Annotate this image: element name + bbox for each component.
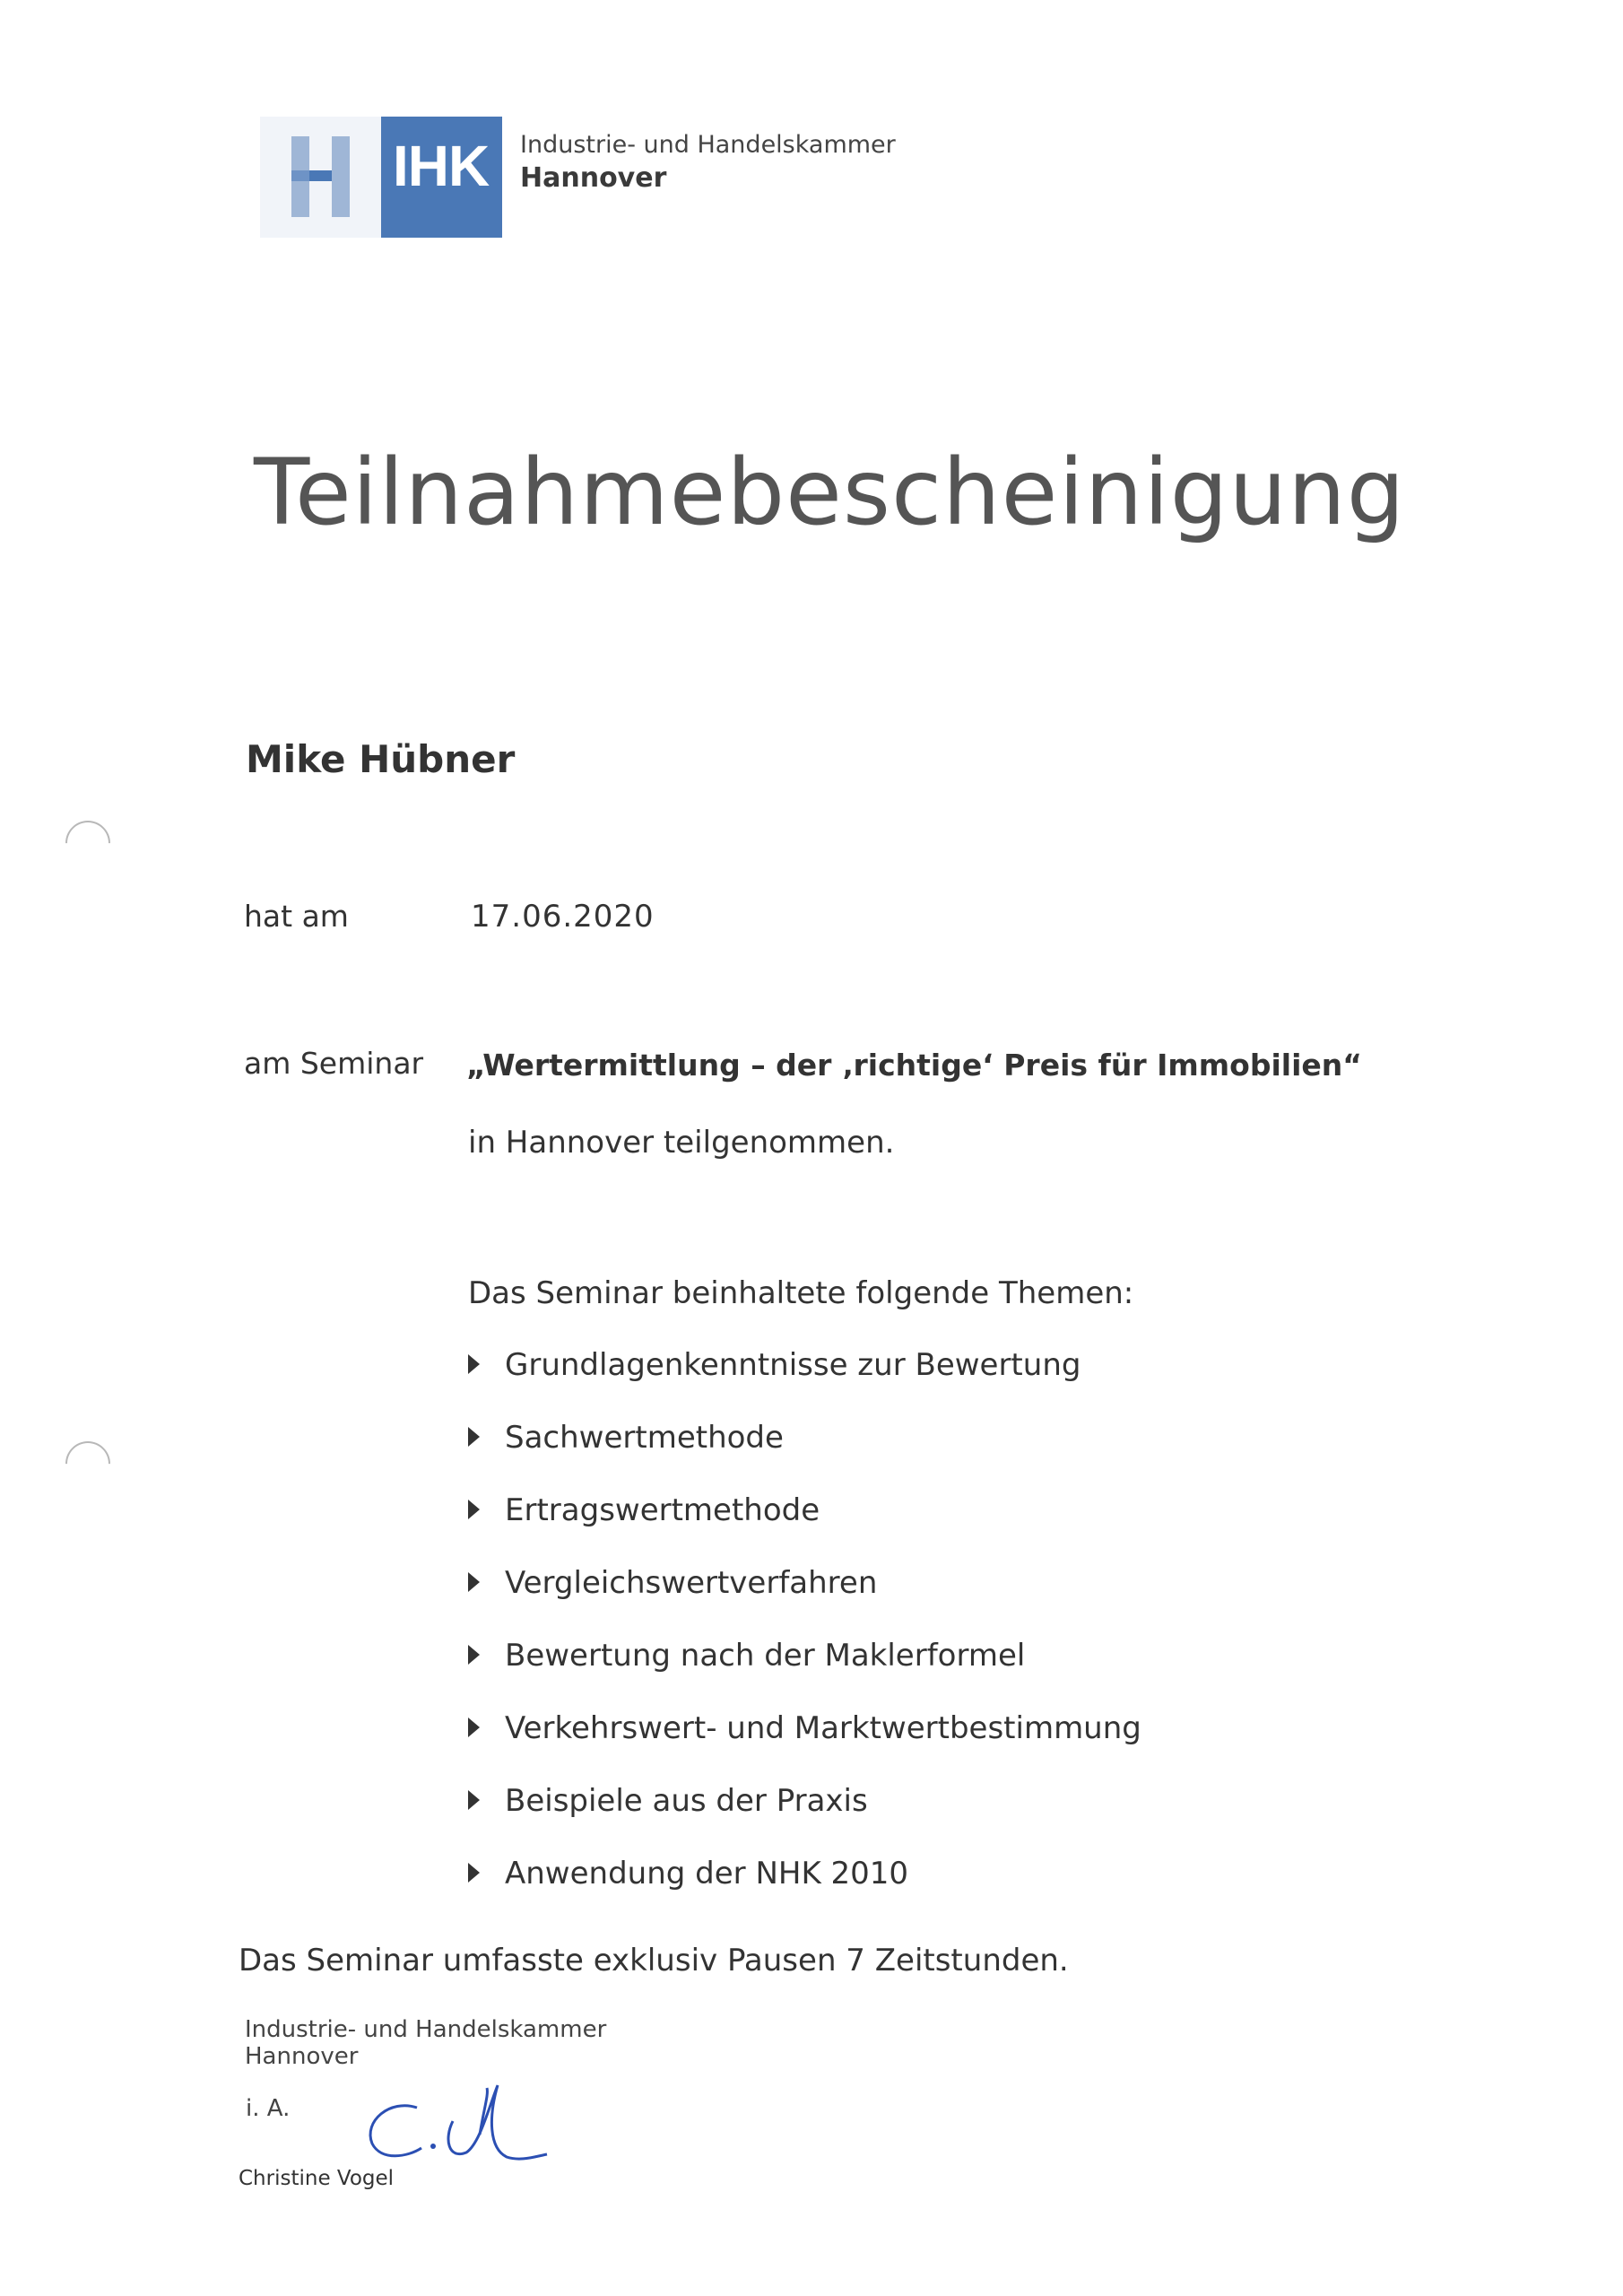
triangle-bullet-icon (468, 1354, 480, 1374)
signature-org-line1: Industrie- und Handelskammer (245, 2016, 607, 2043)
triangle-bullet-icon (468, 1863, 480, 1883)
topic-text: Anwendung der NHK 2010 (505, 1856, 909, 1892)
punch-hole-mark (56, 812, 120, 875)
ihk-logo (260, 117, 502, 238)
logo-abbr: IHK (393, 134, 490, 198)
triangle-bullet-icon (468, 1645, 480, 1665)
topic-item (464, 1783, 1141, 1856)
logo-org-line2: Hannover (520, 162, 667, 194)
recipient-name: Mike Hübner (246, 737, 516, 781)
triangle-bullet-icon (468, 1572, 480, 1592)
triangle-bullet-icon (468, 1500, 480, 1519)
topic-item (464, 1420, 1141, 1492)
page-title: Teilnahmebescheinigung (254, 439, 1406, 546)
location-line: in Hannover teilgenommen. (468, 1125, 895, 1161)
topic-item (464, 1856, 1141, 1928)
topic-item (464, 1492, 1141, 1565)
topic-text: Vergleichswertverfahren (505, 1565, 878, 1601)
topic-text: Verkehrswert- und Marktwertbestimmung (505, 1710, 1141, 1746)
logo-org-name (520, 131, 896, 194)
triangle-bullet-icon (468, 1790, 480, 1810)
topic-text: Sachwertmethode (505, 1420, 784, 1456)
topic-text: Bewertung nach der Maklerformel (505, 1638, 1026, 1674)
signature-org-line2: Hannover (245, 2043, 359, 2070)
topic-item (464, 1565, 1141, 1638)
signer-name: Christine Vogel (239, 2167, 395, 2190)
duration-statement: Das Seminar umfasste exklusiv Pausen 7 Zeitstunden. (239, 1943, 1069, 1979)
topic-text: Grundlagenkenntnisse zur Bewertung (505, 1347, 1081, 1383)
handwritten-signature (354, 2072, 560, 2179)
date-label: hat am (244, 899, 349, 934)
topic-item (464, 1710, 1141, 1783)
triangle-bullet-icon (468, 1718, 480, 1737)
logo-h-block (260, 117, 381, 238)
signature-org (245, 2016, 606, 2070)
topics-intro: Das Seminar beinhaltete folgende Themen: (468, 1275, 1134, 1311)
punch-hole-mark (56, 1432, 120, 1496)
topic-item (464, 1347, 1141, 1420)
signature-ia: i. A. (246, 2095, 291, 2122)
seminar-label: am Seminar (244, 1046, 424, 1081)
topic-text: Beispiele aus der Praxis (505, 1783, 868, 1819)
triangle-bullet-icon (468, 1427, 480, 1447)
logo-h-icon (260, 117, 381, 238)
logo-org-line1: Industrie- und Handelskammer (520, 131, 896, 159)
topic-item (464, 1638, 1141, 1710)
seminar-title: „Wertermittlung – der ‚richtige‘ Preis für Immobilien“ (466, 1048, 1362, 1083)
topic-text: Ertragswertmethode (505, 1492, 820, 1528)
topics-list (464, 1347, 1141, 1928)
date-value: 17.06.2020 (471, 899, 655, 935)
